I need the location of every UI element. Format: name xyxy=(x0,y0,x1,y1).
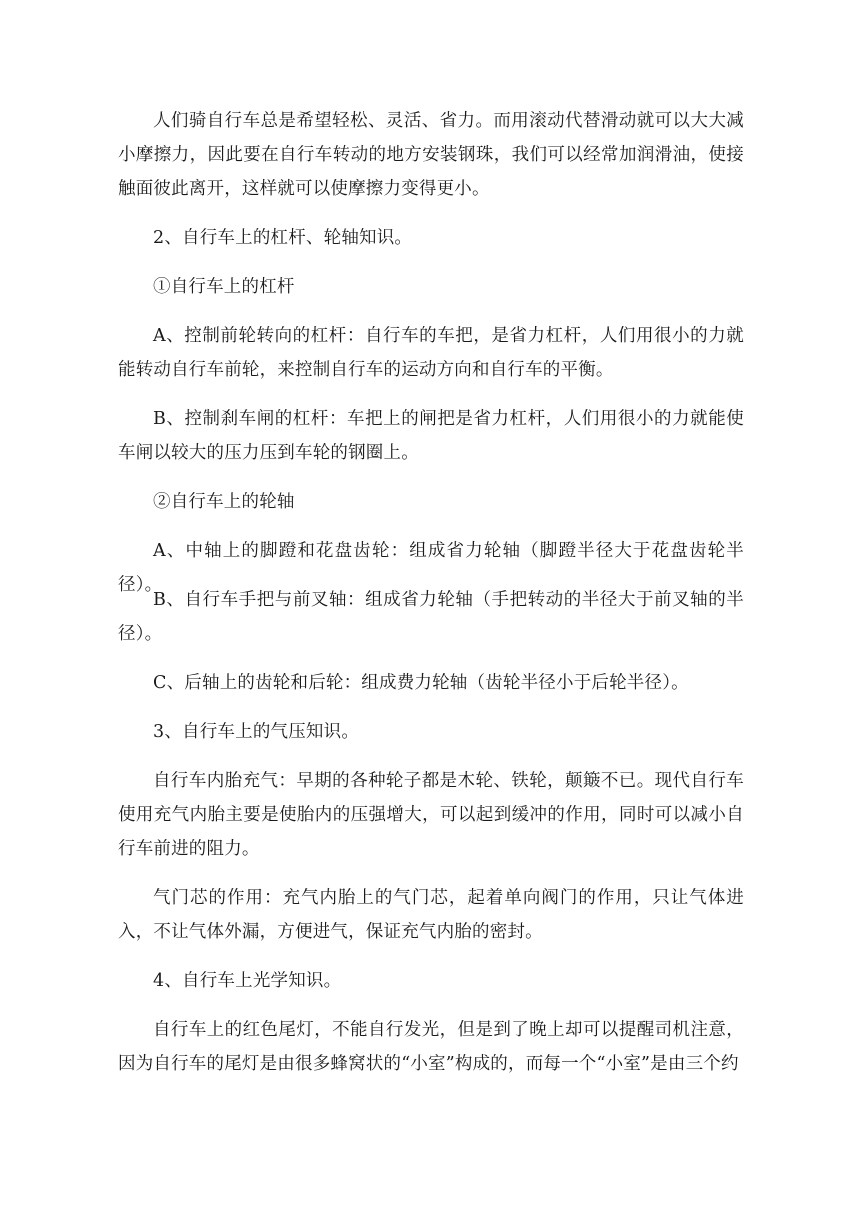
heading-air-pressure: 3、自行车上的气压知识。 xyxy=(153,722,360,742)
paragraph-handlebar-lever: A、控制前轮转向的杠杆：自行车的车把，是省力杠杆，人们用很小的力就能转动自行车前轮，来控制自行车的运动方向和自行车的平衡。 xyxy=(118,326,744,380)
heading-optics: 4、自行车上光学知识。 xyxy=(153,971,342,991)
subheading-lever: ①自行车上的杠杆 xyxy=(153,277,295,297)
paragraph-rolling-friction: 人们骑自行车总是希望轻松、灵活、省力。而用滚动代替滑动就可以大大减小摩擦力，因此要在自行车转动的地方安装钢珠，我们可以经常加润滑油，使接触面彼此离开，这样就可以使摩擦力变得更小。 xyxy=(118,111,744,199)
paragraph-rear-gear: C、后轴上的齿轮和后轮：组成费力轮轴（齿轮半径小于后轮半径）。 xyxy=(153,673,689,693)
paragraph-handle-fork: B、自行车手把与前叉轴：组成省力轮轴（手把转动的半径大于前叉轴的半径）。 xyxy=(118,590,744,644)
paragraph-crank-gear: A、中轴上的脚蹬和花盘齿轮：组成省力轮轴（脚蹬半径大于花盘齿轮半径）。 xyxy=(118,541,744,595)
paragraph-inner-tube: 自行车内胎充气：早期的各种轮子都是木轮、铁轮，颠簸不已。现代自行车使用充气内胎主要是使胎内的压强增大，可以起到缓冲的作用，同时可以减小自行车前进的阻力。 xyxy=(118,771,744,859)
paragraph-brake-lever: B、控制刹车闸的杠杆：车把上的闸把是省力杠杆，人们用很小的力就能使车闸以较大的压力压到车轮的钢圈上。 xyxy=(118,409,744,463)
heading-lever-axle: 2、自行车上的杠杆、轮轴知识。 xyxy=(153,228,413,248)
paragraph-tail-light: 自行车上的红色尾灯，不能自行发光，但是到了晚上却可以提醒司机注意，因为自行车的尾灯是由很多蜂窝状的“小室”构成的，而每一个“小室”是由三个约 xyxy=(118,1020,744,1074)
paragraph-valve-core: 气门芯的作用：充气内胎上的气门芯，起着单向阀门的作用，只让气体进入，不让气体外漏，方便进气，保证充气内胎的密封。 xyxy=(118,888,744,942)
subheading-wheel-axle: ②自行车上的轮轴 xyxy=(153,492,295,512)
